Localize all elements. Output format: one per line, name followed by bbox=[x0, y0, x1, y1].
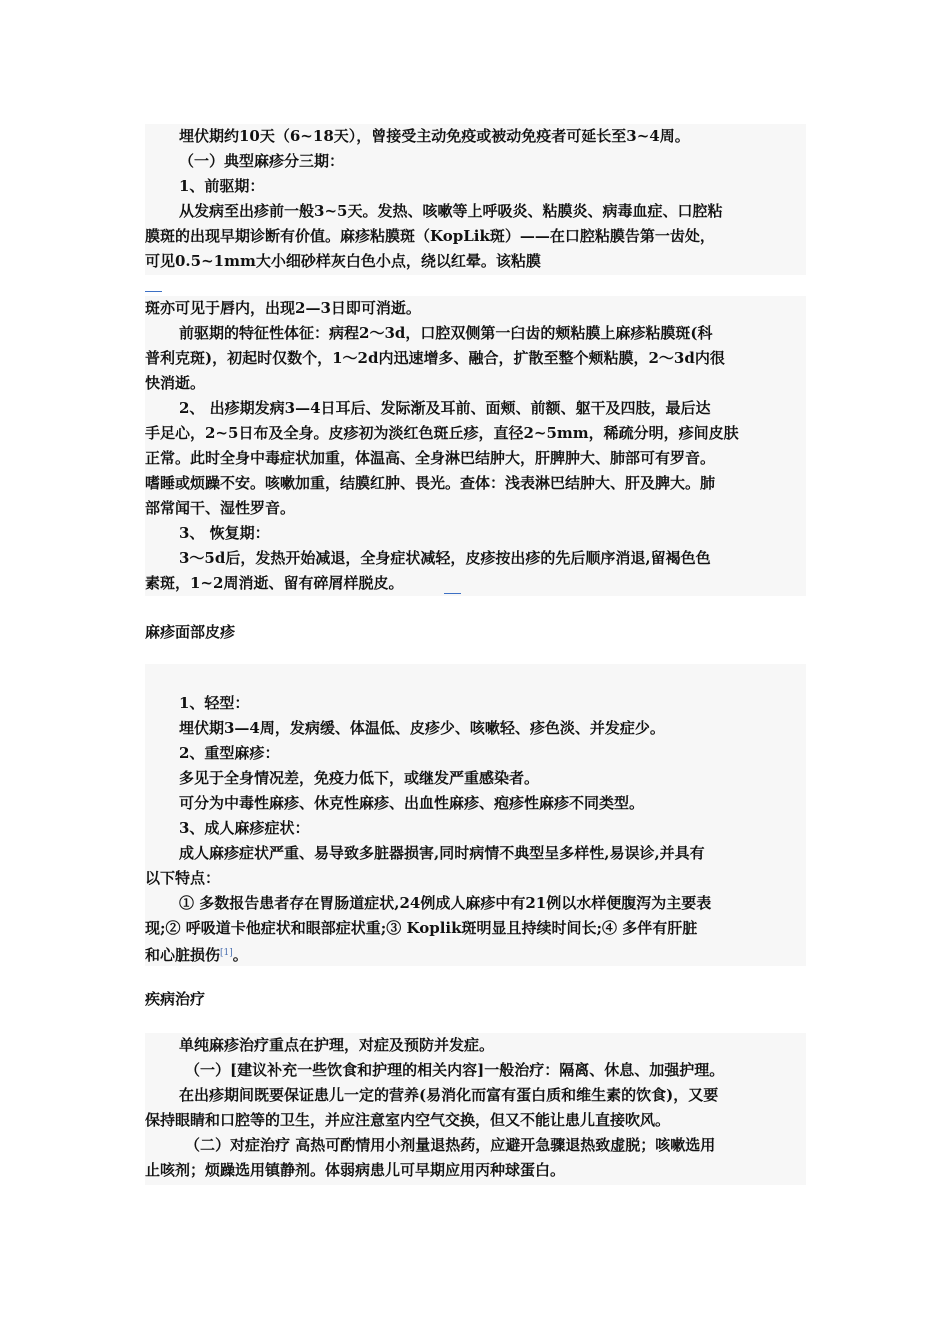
text-line: 保持眼睛和口腔等的卫生，并应注意室内空气交换，但又不能让患儿直接吹风。 bbox=[145, 1111, 671, 1129]
text-line: 埋伏期3—4周，发病缓、体温低、皮疹少、咳嗽轻、疹色淡、并发症少。 bbox=[179, 719, 665, 737]
text-line: 可分为中毒性麻疹、休克性麻疹、出血性麻疹、疱疹性麻疹不同类型。 bbox=[179, 794, 645, 812]
text-line: 普利克斑)，初起时仅数个，1～2d内迅速增多、融合，扩散至整个颊粘膜，2～3d内很 bbox=[145, 349, 725, 367]
text-line: 手足心，2~5日布及全身。皮疹初为淡红色斑丘疹，直径2~5mm，稀疏分明，疹间皮肤 bbox=[145, 424, 739, 442]
text-line: 止咳剂；烦躁选用镇静剂。体弱病患儿可早期应用丙种球蛋白。 bbox=[145, 1161, 566, 1179]
reference-link[interactable]: [1] bbox=[220, 948, 233, 958]
text-line: 斑亦可见于唇内，出现2—3日即可消逝。 bbox=[145, 299, 421, 317]
text-line: 快消逝。 bbox=[145, 374, 206, 392]
text-line: （二）对症治疗 高热可酌情用小剂量退热药，应避开急骤退热致虚脱；咳嗽选用 bbox=[185, 1136, 716, 1154]
text-fragment: 。 bbox=[232, 946, 248, 964]
text-fragment: 和心脏损伤 bbox=[145, 946, 221, 964]
image-link-placeholder[interactable] bbox=[444, 593, 461, 594]
text-block-incubation bbox=[145, 124, 806, 275]
text-line: 在出疹期间既要保证患儿一定的营养(易消化而富有蛋白质和维生素的饮食)，又要 bbox=[179, 1086, 719, 1104]
text-line: 1、轻型： bbox=[179, 694, 250, 712]
text-line bbox=[145, 941, 806, 966]
text-line: 可见0.5~1mm大小细砂样灰白色小点，绕以红晕。该粘膜 bbox=[145, 252, 541, 270]
text-line: （一）[建议补充一些饮食和护理的相关内容]一般治疗：隔离、休息、加强护理。 bbox=[185, 1061, 725, 1079]
text-block-atypical bbox=[145, 664, 806, 966]
text-line: 3、成人麻疹症状： bbox=[179, 819, 310, 837]
image-caption: 麻疹面部皮疹 bbox=[145, 623, 236, 641]
section-heading: 疾病治疗 bbox=[145, 990, 206, 1008]
text-line: 部常闻干、湿性罗音。 bbox=[145, 499, 296, 517]
text-block-stages bbox=[145, 296, 806, 596]
text-line: 多见于全身情况差，免疫力低下，或继发严重感染者。 bbox=[179, 769, 540, 787]
text-line: ① 多数报告患者存在胃肠道症状,24例成人麻疹中有21例以水样便腹泻为主要表 bbox=[179, 894, 712, 912]
image-link-placeholder[interactable] bbox=[145, 291, 162, 292]
text-line: 1、前驱期： bbox=[179, 177, 265, 195]
text-line: 从发病至出疹前一般3~5天。发热、咳嗽等上呼吸炎、粘膜炎、病毒血症、口腔粘 bbox=[179, 202, 723, 220]
text-line: 3、 恢复期： bbox=[179, 524, 270, 542]
text-line: 3～5d后，发热开始减退，全身症状减轻，皮疹按出疹的先后顺序消退,留褐色色 bbox=[179, 549, 711, 567]
text-line: 膜斑的出现早期诊断有价值。麻疹粘膜斑（KopLik斑）——在口腔粘膜告第一齿处， bbox=[145, 227, 715, 245]
text-line: 2、重型麻疹： bbox=[179, 744, 280, 762]
text-line: 现;② 呼吸道卡他症状和眼部症状重;③ Koplik斑明显且持续时间长;④ 多伴有肝脏 bbox=[145, 919, 698, 937]
text-line: 素斑，1~2周消逝、留有碎屑样脱皮。 bbox=[145, 574, 404, 592]
text-line: 单纯麻疹治疗重点在护理，对症及预防并发症。 bbox=[179, 1036, 495, 1054]
text-line: 2、 出疹期发病3—4日耳后、发际渐及耳前、面颊、前额、躯干及四肢，最后达 bbox=[179, 399, 711, 417]
text-line: 埋伏期约10天（6~18天），曾接受主动免疫或被动免疫者可延长至3~4周。 bbox=[179, 127, 690, 145]
text-line: 前驱期的特征性体征：病程2～3d，口腔双侧第一臼齿的颊粘膜上麻疹粘膜斑(科 bbox=[179, 324, 713, 342]
text-line: 嗜睡或烦躁不安。咳嗽加重，结膜红肿、畏光。查体：浅表淋巴结肿大、肝及脾大。肺 bbox=[145, 474, 716, 492]
text-line: 以下特点： bbox=[145, 869, 221, 887]
text-block-treatment bbox=[145, 1033, 806, 1185]
text-line: 正常。此时全身中毒症状加重，体温高、全身淋巴结肿大，肝脾肿大、肺部可有罗音。 bbox=[145, 449, 716, 467]
text-line: 成人麻疹症状严重、易导致多脏器损害,同时病情不典型呈多样性,易误诊,并具有 bbox=[179, 844, 705, 862]
text-line: （一）典型麻疹分三期： bbox=[179, 152, 345, 170]
